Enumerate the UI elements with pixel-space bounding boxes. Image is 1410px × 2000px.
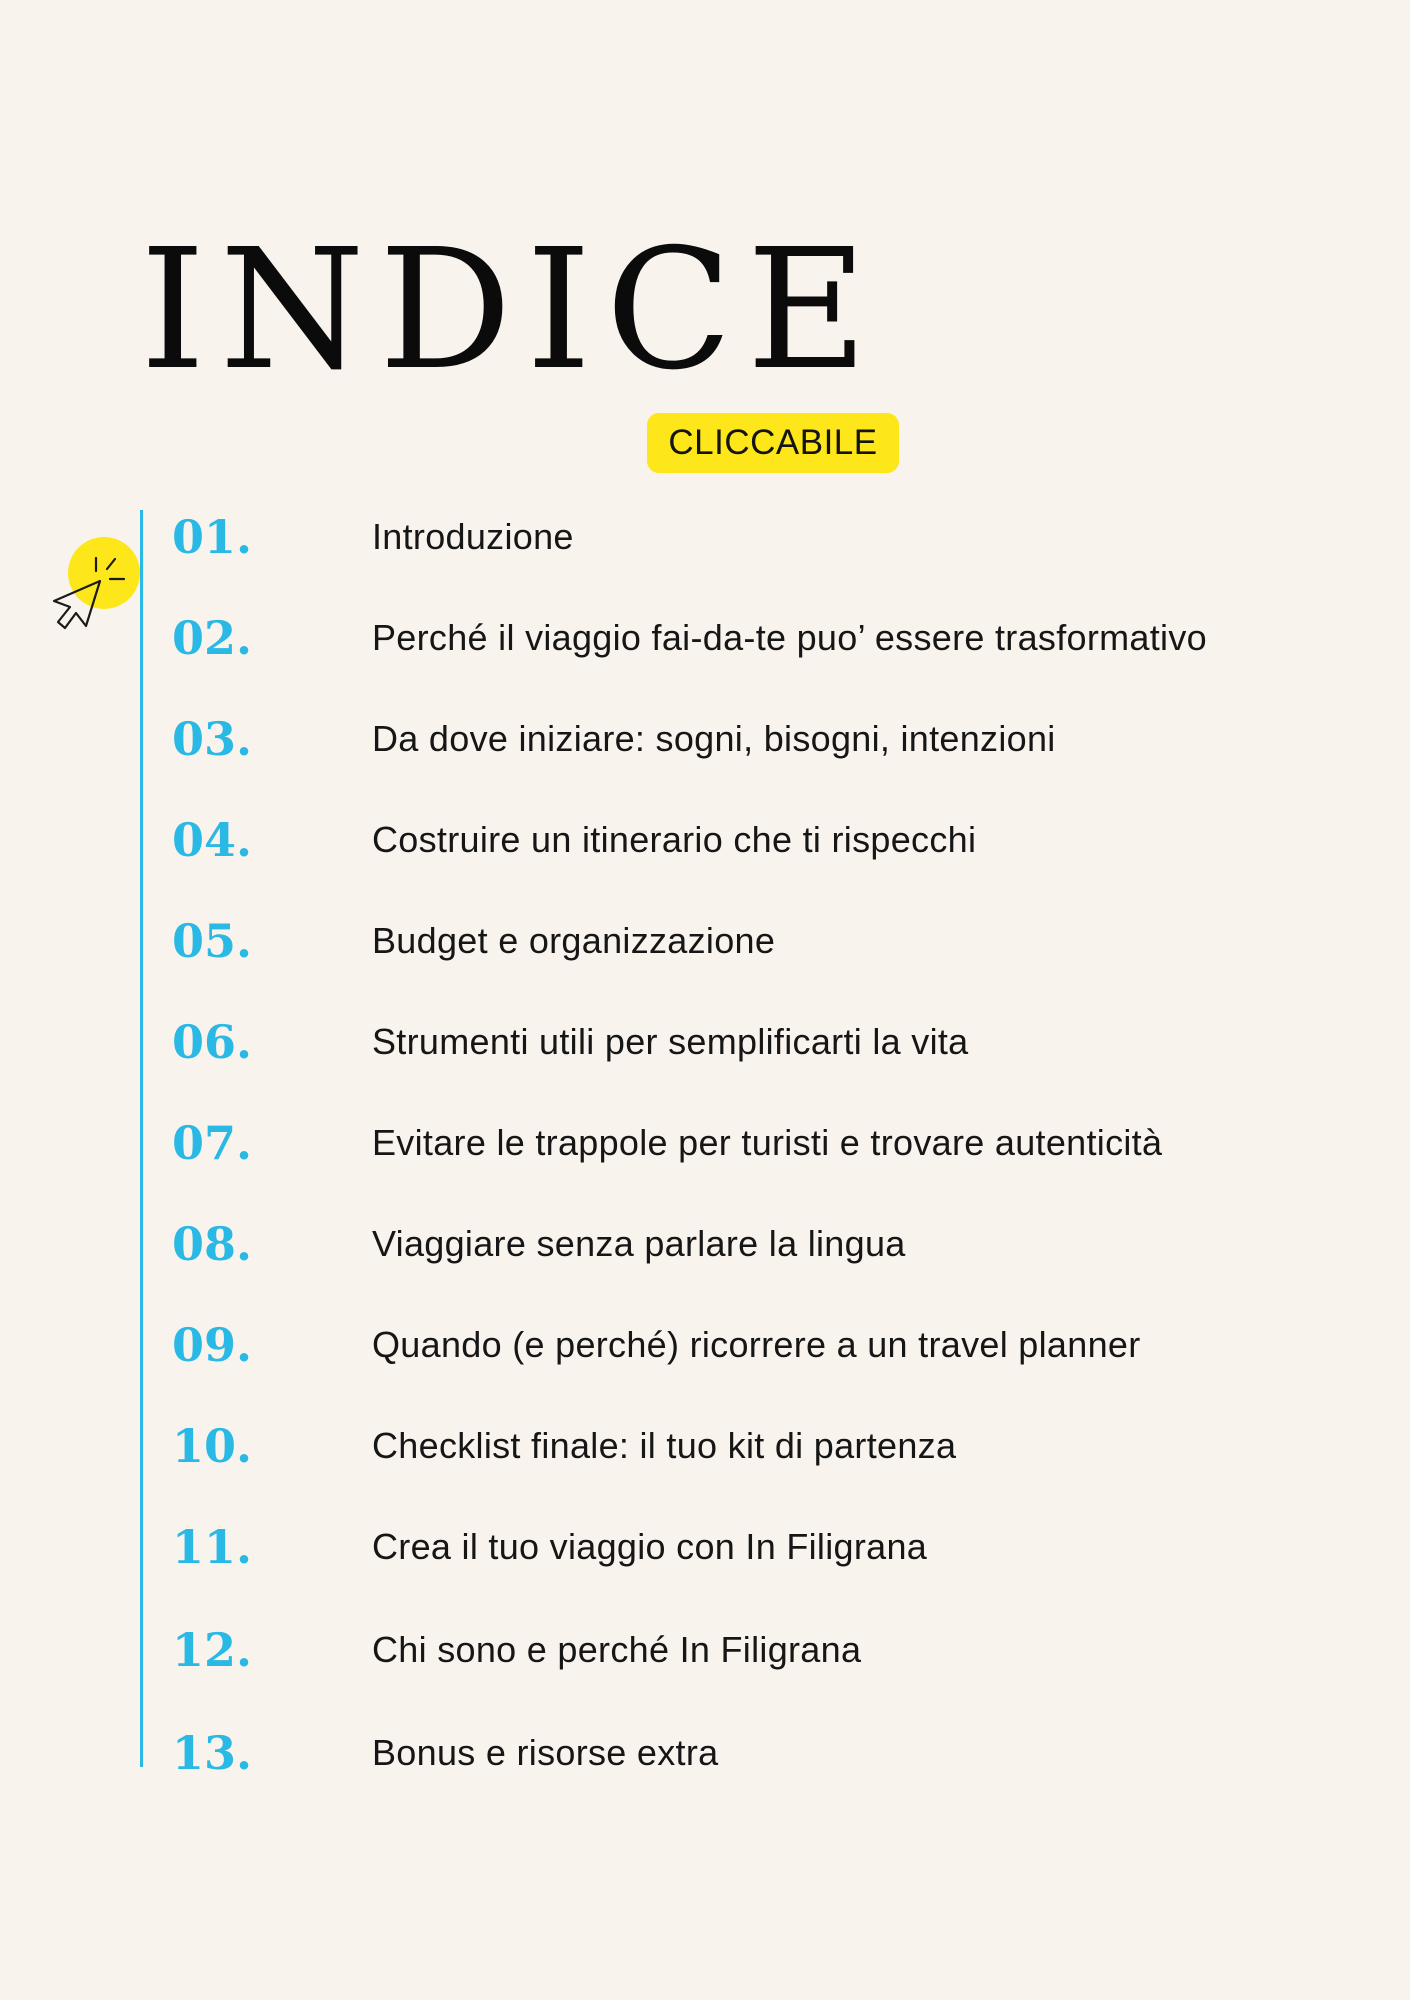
timeline-line [140,510,143,1767]
toc-item-crea-viaggio[interactable] [172,1517,1372,1577]
page-title: INDICE [140,214,882,407]
toc-item-number: 09. [172,1318,253,1372]
toc-item-lingua[interactable] [172,1214,1372,1274]
toc-item-label: Bonus e risorse extra [372,1732,719,1773]
toc-item-label: Viaggiare senza parlare la lingua [372,1223,906,1264]
toc-item-number: 13. [172,1726,253,1780]
toc-item-strumenti-utili[interactable] [172,1012,1372,1072]
toc-item-label: Introduzione [372,516,574,557]
toc-item-label: Perché il viaggio fai-da-te puo’ essere trasformativo [372,617,1207,658]
toc-item-number: 11. [172,1520,253,1574]
toc-item-label: Da dove iniziare: sogni, bisogni, intenzioni [372,718,1056,759]
toc-item-label: Checklist finale: il tuo kit di partenza [372,1425,957,1466]
toc-item-number: 01. [172,510,253,564]
toc-item-number: 10. [172,1419,253,1473]
toc-item-checklist[interactable] [172,1416,1372,1476]
toc-item-number: 05. [172,914,253,968]
toc-item-introduzione[interactable] [172,507,1372,567]
toc-item-chi-sono[interactable] [172,1620,1372,1680]
toc-item-label: Evitare le trappole per turisti e trovare autenticità [372,1122,1163,1163]
toc-item-label: Quando (e perché) ricorrere a un travel planner [372,1324,1141,1365]
toc-item-budget[interactable] [172,911,1372,971]
toc-item-label: Strumenti utili per semplificarti la vita [372,1021,969,1062]
toc-item-number: 07. [172,1116,253,1170]
toc-item-label: Budget e organizzazione [372,920,776,961]
toc-item-number: 02. [172,611,253,665]
toc-item-label: Chi sono e perché In Filigrana [372,1629,862,1670]
toc-item-number: 08. [172,1217,253,1271]
toc-item-number: 03. [172,712,253,766]
clickable-badge: CLICCABILE [647,413,899,473]
toc-item-bonus[interactable] [172,1723,1372,1783]
toc-item-travel-planner[interactable] [172,1315,1372,1375]
toc-item-label: Crea il tuo viaggio con In Filigrana [372,1526,928,1567]
toc-item-number: 06. [172,1015,253,1069]
cursor-click-icon [46,532,146,632]
toc-item-da-dove-iniziare[interactable] [172,709,1372,769]
toc-item-itinerario[interactable] [172,810,1372,870]
toc-item-number: 04. [172,813,253,867]
toc-item-viaggio-trasformativo[interactable] [172,608,1372,668]
toc-item-label: Costruire un itinerario che ti rispecchi [372,819,977,860]
toc-item-trappole-turisti[interactable] [172,1113,1372,1173]
toc-item-number: 12. [172,1623,253,1677]
